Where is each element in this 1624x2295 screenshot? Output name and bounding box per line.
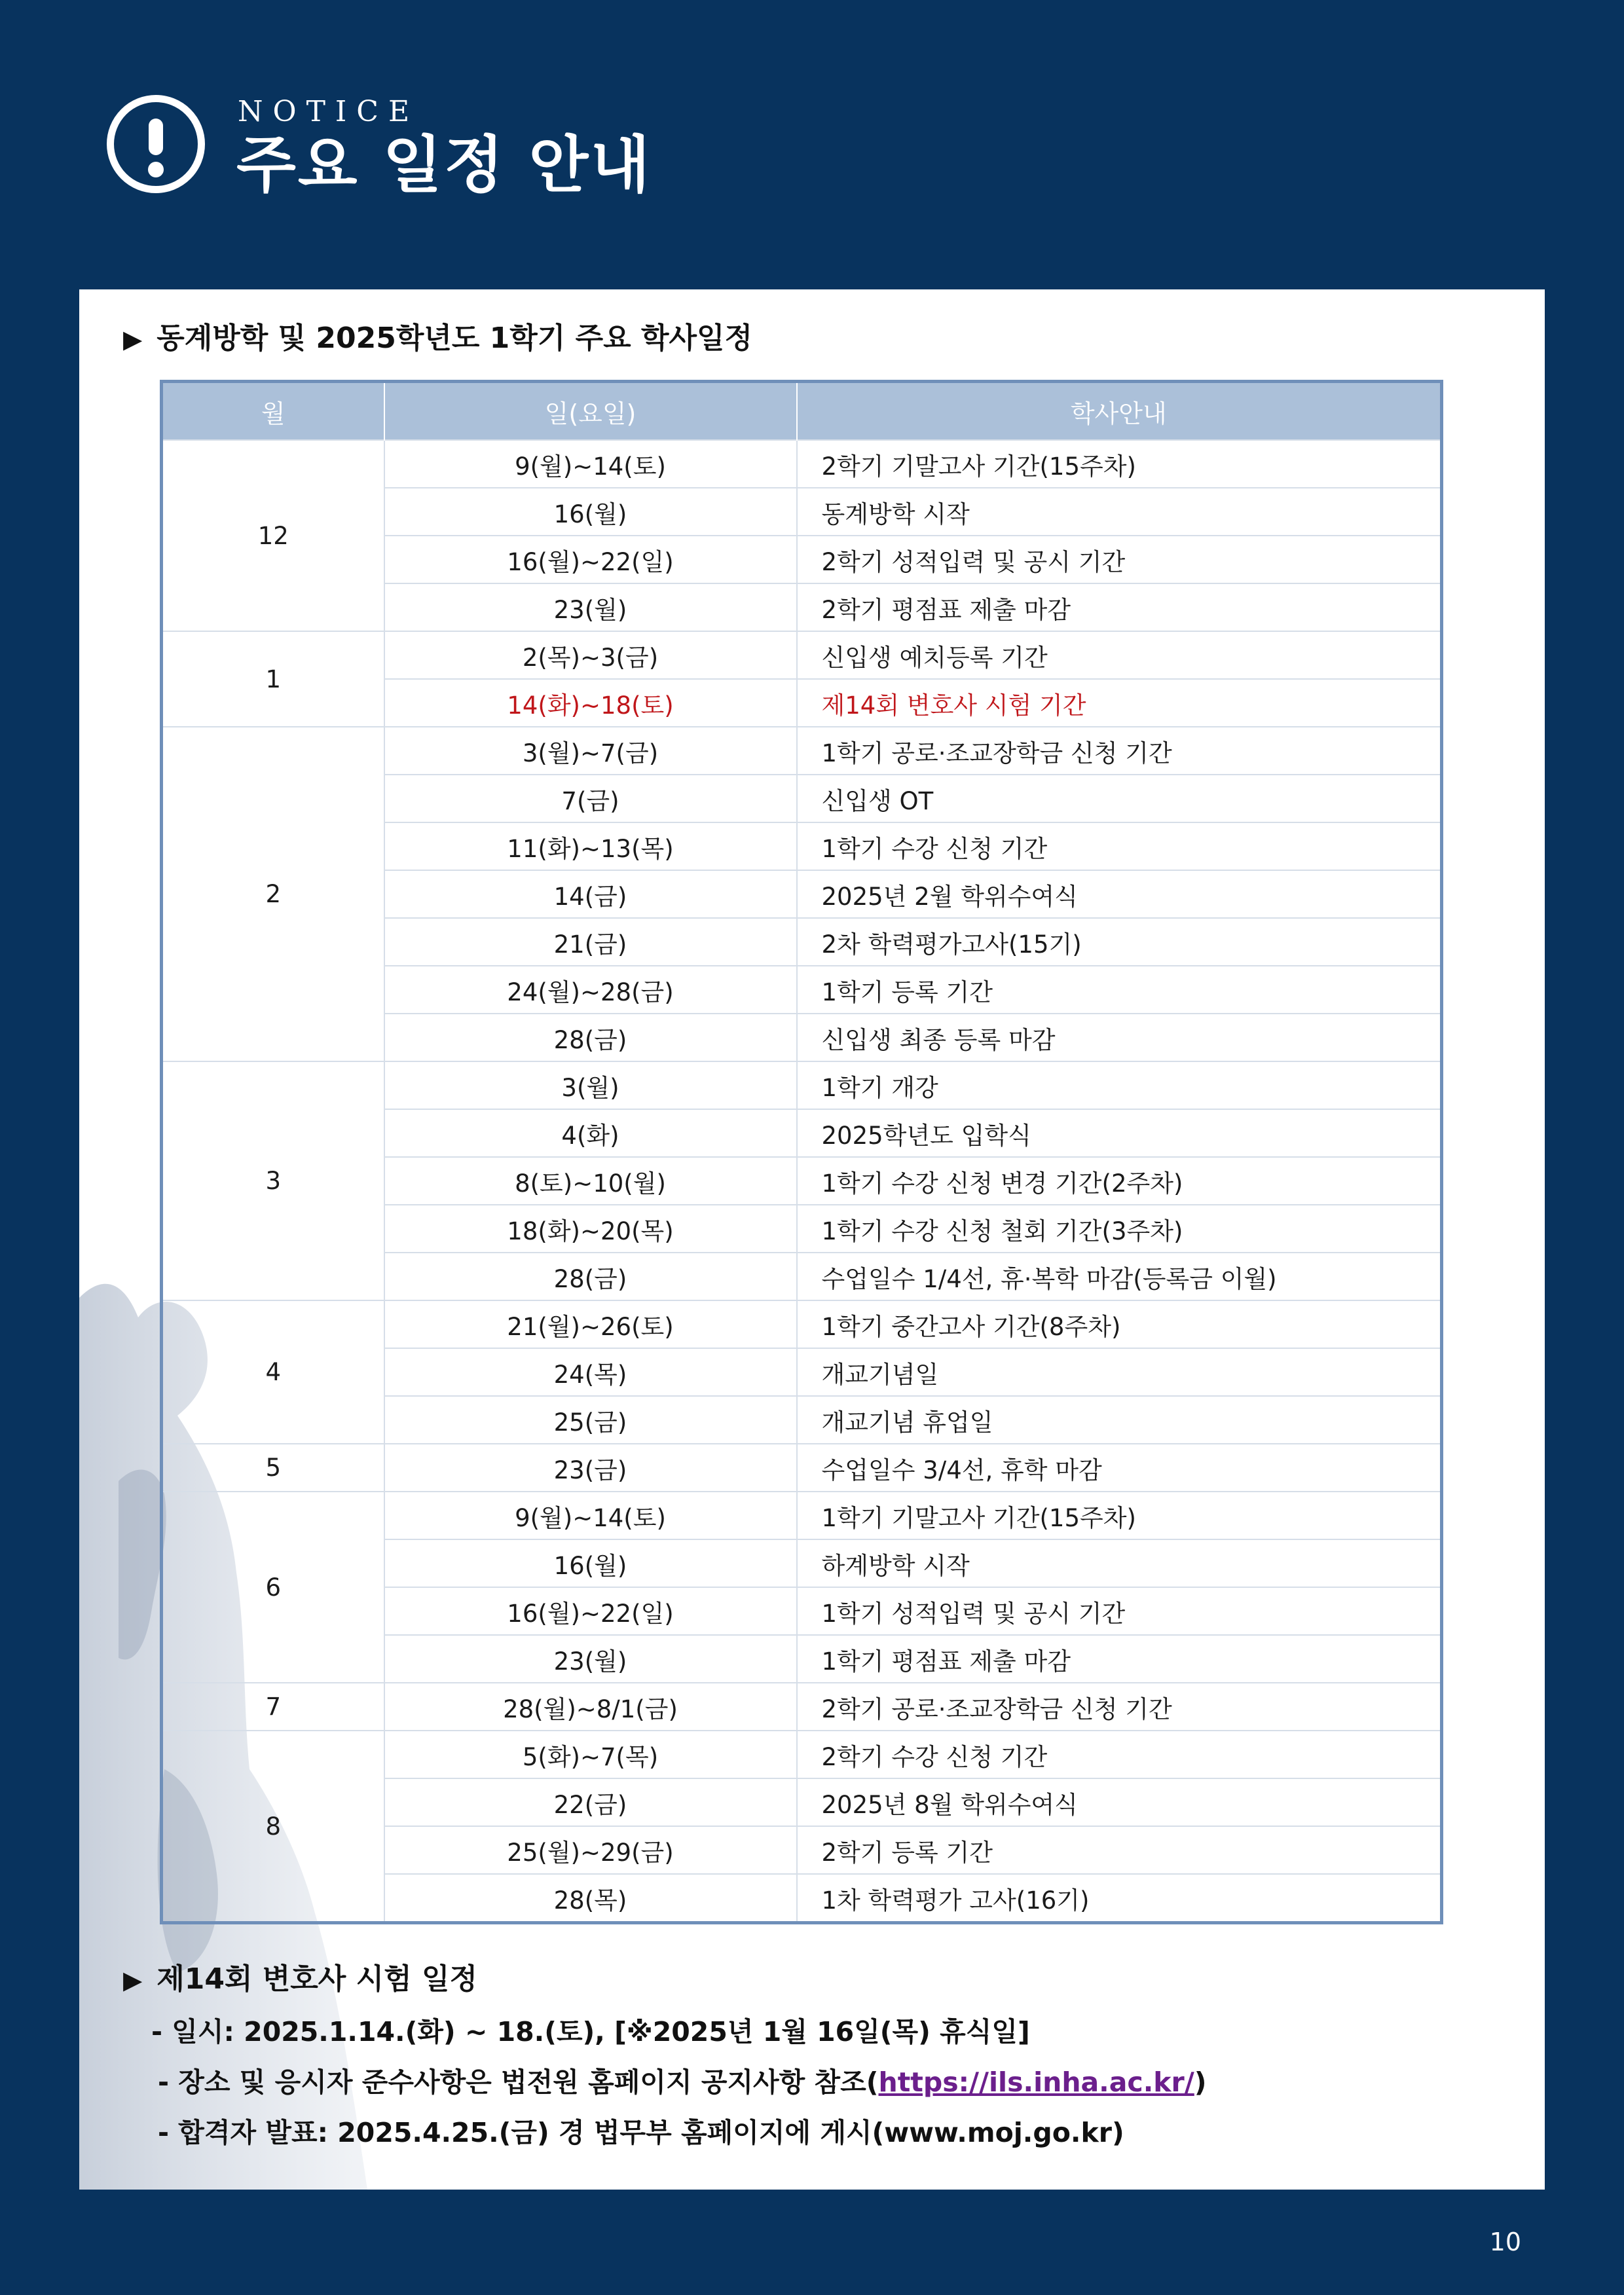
date-cell: 23(월): [384, 1635, 797, 1683]
date-cell: 23(금): [384, 1444, 797, 1492]
date-cell: 16(월): [384, 488, 797, 536]
date-cell: 18(화)~20(목): [384, 1205, 797, 1253]
page-number: 10: [1489, 2228, 1521, 2256]
date-cell: 24(목): [384, 1348, 797, 1396]
column-header-day: 일(요일): [384, 382, 797, 441]
triangle-bullet-icon: ▶: [123, 325, 143, 354]
event-cell: 1학기 수강 신청 변경 기간(2주차): [797, 1157, 1442, 1205]
event-cell: 수업일수 3/4선, 휴학 마감: [797, 1444, 1442, 1492]
ils-homepage-link[interactable]: https://ils.inha.ac.kr/: [878, 2066, 1194, 2098]
table-row: [162, 1492, 1442, 1539]
event-cell: 하계방학 시작: [797, 1539, 1442, 1587]
date-cell: 3(월): [384, 1061, 797, 1109]
month-cell: 3: [162, 1061, 384, 1300]
date-cell: 11(화)~13(목): [384, 822, 797, 870]
event-cell: 2학기 평점표 제출 마감: [797, 583, 1442, 631]
event-cell: 1학기 등록 기간: [797, 966, 1442, 1014]
section-heading-text: 제14회 변호사 시험 일정: [157, 1962, 477, 1996]
date-cell: 8(토)~10(월): [384, 1157, 797, 1205]
date-cell: 28(월)~8/1(금): [384, 1683, 797, 1731]
section-heading-text: 동계방학 및 2025학년도 1학기 주요 학사일정: [157, 321, 752, 355]
event-cell: 2025학년도 입학식: [797, 1109, 1442, 1157]
exam-venue-text: - 장소 및 응시자 준수사항은 법전원 홈페이지 공지사항 참조(: [158, 2066, 879, 2098]
table-row: [162, 1444, 1442, 1492]
event-cell: 2025년 2월 학위수여식: [797, 870, 1442, 918]
date-cell: 21(월)~26(토): [384, 1300, 797, 1348]
academic-schedule-table: [160, 380, 1443, 1924]
bar-exam-details: [151, 2007, 1526, 2158]
table-row: [162, 1300, 1442, 1348]
content-panel: [79, 289, 1545, 2190]
date-cell: 14(화)~18(토): [384, 679, 797, 727]
event-cell: 1학기 공로·조교장학금 신청 기간: [797, 727, 1442, 775]
table-row: [162, 631, 1442, 679]
column-header-info: 학사안내: [797, 382, 1442, 441]
event-cell: 1학기 기말고사 기간(15주차): [797, 1492, 1442, 1539]
event-cell: 1학기 평점표 제출 마감: [797, 1635, 1442, 1683]
month-cell: 1: [162, 631, 384, 727]
event-cell: 2025년 8월 학위수여식: [797, 1778, 1442, 1826]
month-cell: 2: [162, 727, 384, 1061]
date-cell: 16(월): [384, 1539, 797, 1587]
date-cell: 16(월)~22(일): [384, 1587, 797, 1635]
event-cell: 1학기 수강 신청 철회 기간(3주차): [797, 1205, 1442, 1253]
month-cell: 7: [162, 1683, 384, 1731]
exam-venue-line: [151, 2057, 1526, 2108]
event-cell: 제14회 변호사 시험 기간: [797, 679, 1442, 727]
date-cell: 28(금): [384, 1253, 797, 1300]
event-cell: 수업일수 1/4선, 휴·복학 마감(등록금 이월): [797, 1253, 1442, 1300]
event-cell: 1학기 개강: [797, 1061, 1442, 1109]
table-row: [162, 1061, 1442, 1109]
date-cell: 21(금): [384, 918, 797, 966]
month-cell: 8: [162, 1731, 384, 1923]
event-cell: 2학기 수강 신청 기간: [797, 1731, 1442, 1778]
event-cell: 1학기 성적입력 및 공시 기간: [797, 1587, 1442, 1635]
event-cell: 2학기 기말고사 기간(15주차): [797, 440, 1442, 488]
date-cell: 16(월)~22(일): [384, 536, 797, 583]
notice-eyebrow: NOTICE: [238, 95, 420, 128]
event-cell: 1차 학력평가 고사(16기): [797, 1874, 1442, 1923]
page-header: [107, 94, 1024, 201]
event-cell: 동계방학 시작: [797, 488, 1442, 536]
date-cell: 22(금): [384, 1778, 797, 1826]
event-cell: 2학기 등록 기간: [797, 1826, 1442, 1874]
exam-result-line: - 합격자 발표: 2025.4.25.(금) 경 법무부 홈페이지에 게시(www.moj.go.kr): [158, 2117, 1124, 2148]
exclamation-circle-icon: [107, 95, 205, 193]
triangle-bullet-icon: ▶: [123, 1966, 143, 1994]
event-cell: 1학기 수강 신청 기간: [797, 822, 1442, 870]
table-row: [162, 440, 1442, 488]
event-cell: 개교기념일: [797, 1348, 1442, 1396]
event-cell: 신입생 예치등록 기간: [797, 631, 1442, 679]
date-cell: 23(월): [384, 583, 797, 631]
table-body: [162, 440, 1442, 1923]
date-cell: 25(금): [384, 1396, 797, 1444]
section-heading-bar-exam: [123, 1960, 477, 1999]
exam-venue-suffix: ): [1194, 2066, 1207, 2098]
event-cell: 개교기념 휴업일: [797, 1396, 1442, 1444]
month-cell: 4: [162, 1300, 384, 1444]
table-header-row: [162, 382, 1442, 441]
date-cell: 24(월)~28(금): [384, 966, 797, 1014]
event-cell: 2학기 성적입력 및 공시 기간: [797, 536, 1442, 583]
section-heading-schedule: [123, 320, 752, 358]
exam-date-line: - 일시: 2025.1.14.(화) ~ 18.(토), [※2025년 1월 16일(목) 휴식일]: [151, 2016, 1030, 2047]
month-cell: 12: [162, 440, 384, 631]
month-cell: 6: [162, 1492, 384, 1683]
date-cell: 7(금): [384, 775, 797, 822]
event-cell: 1학기 중간고사 기간(8주차): [797, 1300, 1442, 1348]
month-cell: 5: [162, 1444, 384, 1492]
column-header-month: 월: [162, 382, 384, 441]
page-title: 주요 일정 안내: [236, 129, 652, 201]
date-cell: 14(금): [384, 870, 797, 918]
table-row: [162, 1683, 1442, 1731]
date-cell: 5(화)~7(목): [384, 1731, 797, 1778]
event-cell: 신입생 OT: [797, 775, 1442, 822]
event-cell: 신입생 최종 등록 마감: [797, 1014, 1442, 1061]
date-cell: 25(월)~29(금): [384, 1826, 797, 1874]
table-row: [162, 727, 1442, 775]
date-cell: 9(월)~14(토): [384, 440, 797, 488]
date-cell: 3(월)~7(금): [384, 727, 797, 775]
event-cell: 2학기 공로·조교장학금 신청 기간: [797, 1683, 1442, 1731]
date-cell: 4(화): [384, 1109, 797, 1157]
event-cell: 2차 학력평가고사(15기): [797, 918, 1442, 966]
date-cell: 9(월)~14(토): [384, 1492, 797, 1539]
date-cell: 2(목)~3(금): [384, 631, 797, 679]
table-row: [162, 1731, 1442, 1778]
date-cell: 28(금): [384, 1014, 797, 1061]
date-cell: 28(목): [384, 1874, 797, 1923]
